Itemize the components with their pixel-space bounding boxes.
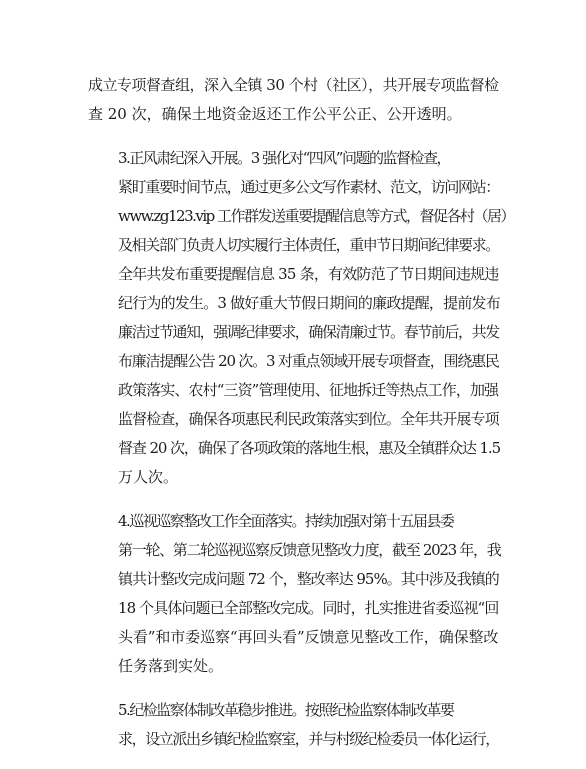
text-line: 镇共计整改完成问题 72 个，整改率达 95%。其中涉及我镇的 bbox=[118, 570, 499, 588]
text-line: 成立专项督查组，深入全镇 30 个村（社区），共开展专项监督检 bbox=[88, 76, 499, 94]
text-line: 及相关部门负责人切实履行主体责任，重申节日期间纪律要求。 bbox=[118, 236, 499, 254]
text-line: 3.正风肃纪深入开展。3 强化对“四风”问题的监督检查， bbox=[118, 149, 450, 167]
text-line: 紧盯重要时间节点，通过更多公文写作素材、范文，访问网站： bbox=[118, 178, 499, 196]
text-line: 纪行为的发生。3 做好重大节假日期间的廉政提醒，提前发布 bbox=[118, 294, 500, 312]
text-line: 任务落到实处。 bbox=[118, 657, 224, 675]
paragraph-system-reform bbox=[88, 696, 500, 754]
text-line: 5.纪检监察体制改革稳步推进。按照纪检监察体制改革要 bbox=[118, 701, 454, 719]
text-line: 万人次。 bbox=[118, 468, 179, 486]
text-line: 监督检查，确保各项惠民利民政策落实到位。全年共开展专项 bbox=[118, 410, 499, 428]
text-line: 布廉洁提醒公告 20 次。3 对重点领域开展专项督查，围绕惠民 bbox=[118, 352, 499, 370]
text-line: 第一轮、第二轮巡视巡察反馈意见整改力度，截至 2023 年，我 bbox=[118, 541, 501, 559]
text-line: 政策落实、农村“三资”管理使用、征地拆迁等热点工作，加强 bbox=[118, 381, 499, 399]
text-line: 求，设立派出乡镇纪检监察室，并与村级纪检委员一体化运行， bbox=[118, 730, 499, 748]
document-body bbox=[88, 71, 515, 769]
text-line: 全年共发布重要提醒信息 35 条，有效防范了节日期间违规违 bbox=[118, 265, 499, 283]
text-line: 18 个具体问题已全部整改完成。同时，扎实推进省委巡视“回 bbox=[118, 599, 499, 617]
text-line: 头看”和市委巡察“再回头看”反馈意见整改工作，确保整改 bbox=[118, 628, 499, 646]
paragraph-inspection-rectification bbox=[88, 507, 500, 681]
text-line: 4.巡视巡察整改工作全面落实。持续加强对第十五届县委 bbox=[118, 512, 454, 530]
text-line: www.zg123.vip 工作群发送重要提醒信息等方式，督促各村（居） bbox=[118, 207, 515, 225]
paragraph-land-funds bbox=[88, 71, 500, 129]
text-line: 廉洁过节通知，强调纪律要求，确保清廉过节。春节前后，共发 bbox=[118, 323, 499, 341]
paragraph-discipline bbox=[88, 144, 515, 492]
text-line: 督查 20 次，确保了各项政策的落地生根，惠及全镇群众达 1.5 bbox=[118, 439, 501, 457]
text-line: 查 20 次，确保土地资金返还工作公平公正、公开透明。 bbox=[88, 105, 462, 123]
